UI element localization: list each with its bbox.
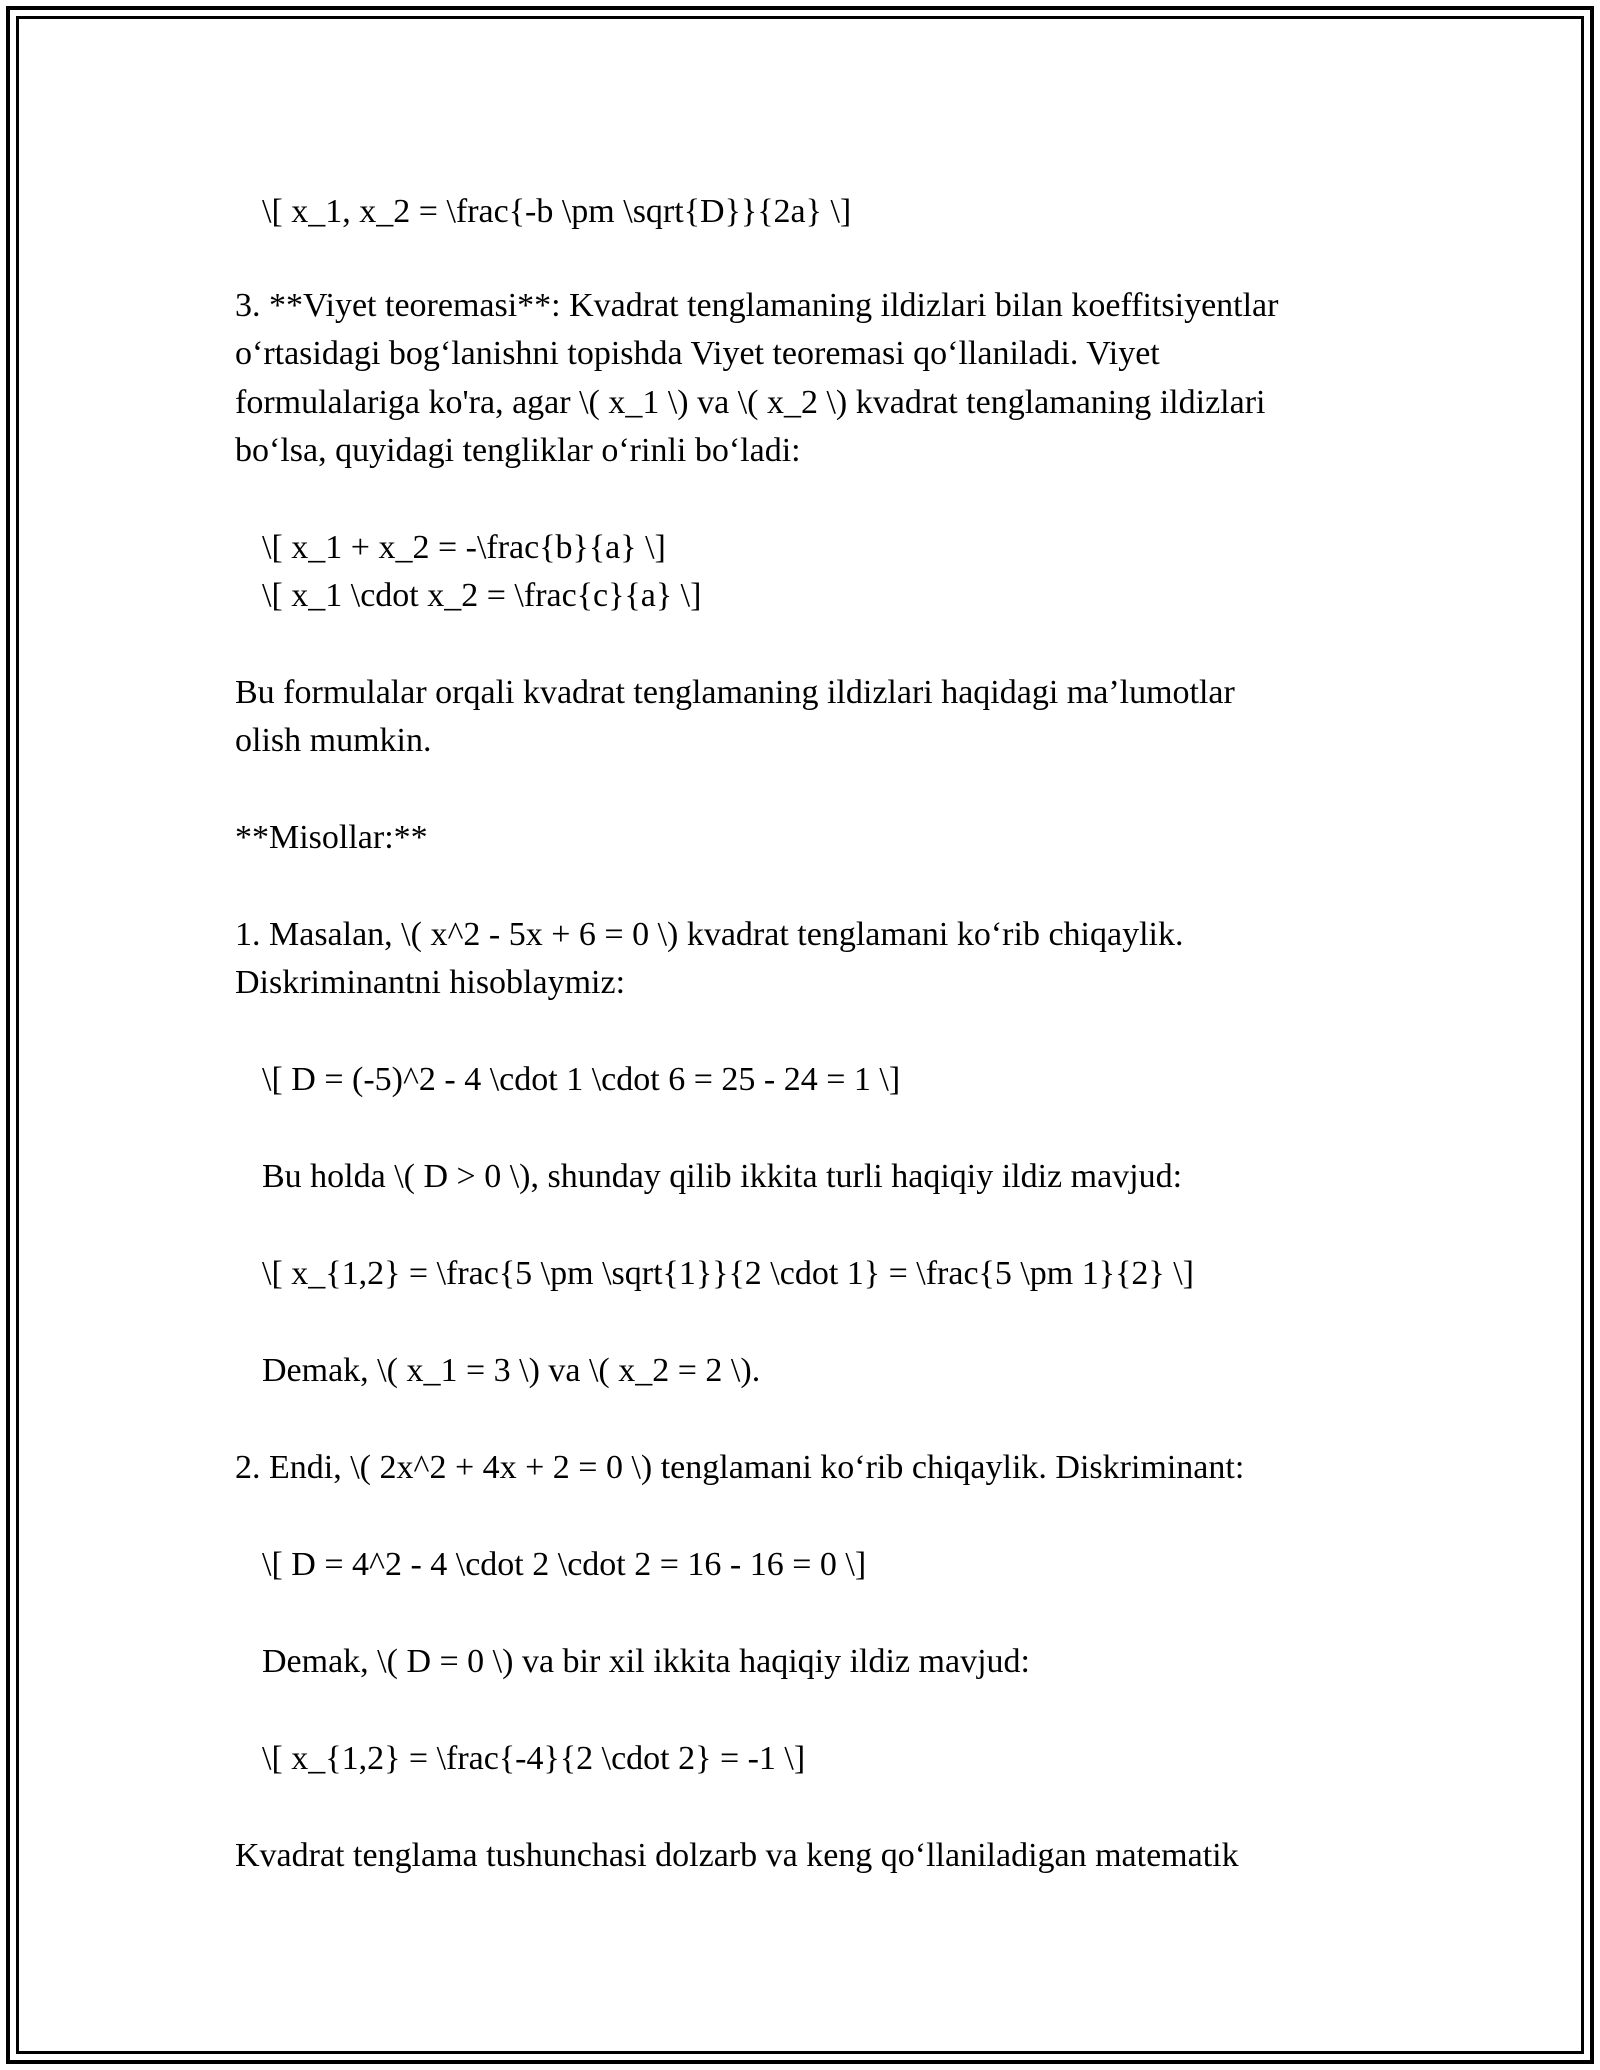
paragraph-summary-line-2: olish mumkin.	[235, 722, 432, 759]
paragraph-viyet-line-2: o‘rtasidagi bog‘lanishni topishda Viyet teoremasi qo‘llaniladi. Viyet	[235, 335, 1160, 372]
example-1-case-text: Bu holda \( D > 0 \), shunday qilib ikkita turli haqiqiy ildiz mavjud:	[262, 1158, 1183, 1195]
formula-example-2-root: \[ x_{1,2} = \frac{-4}{2 \cdot 2} = -1 \]	[262, 1740, 806, 1777]
example-1-line-2: Diskriminantni hisoblaymiz:	[235, 964, 626, 1001]
heading-examples: **Misollar:**	[235, 819, 428, 856]
formula-example-2-discriminant: \[ D = 4^2 - 4 \cdot 2 \cdot 2 = 16 - 16 = 0 \]	[262, 1546, 867, 1583]
formula-example-1-roots: \[ x_{1,2} = \frac{5 \pm \sqrt{1}}{2 \cdot 1} = \frac{5 \pm 1}{2} \]	[262, 1255, 1194, 1292]
paragraph-viyet-line-4: bo‘lsa, quyidagi tengliklar o‘rinli bo‘ladi:	[235, 432, 801, 469]
example-2-case-text: Demak, \( D = 0 \) va bir xil ikkita haqiqiy ildiz mavjud:	[262, 1643, 1030, 1680]
formula-viyet-sum: \[ x_1 + x_2 = -\frac{b}{a} \]	[262, 529, 666, 566]
example-1-line-1: 1. Masalan, \( x^2 - 5x + 6 = 0 \) kvadrat tenglamani ko‘rib chiqaylik.	[235, 916, 1184, 953]
paragraph-viyet-line-3: formulalariga ko'ra, agar \( x_1 \) va \( x_2 \) kvadrat tenglamaning ildizlari	[235, 384, 1266, 421]
example-1-result: Demak, \( x_1 = 3 \) va \( x_2 = 2 \).	[262, 1352, 761, 1389]
paragraph-conclusion-line-1: Kvadrat tenglama tushunchasi dolzarb va keng qo‘llaniladigan matematik	[235, 1837, 1239, 1874]
formula-quadratic-roots: \[ x_1, x_2 = \frac{-b \pm \sqrt{D}}{2a} \]	[262, 193, 852, 230]
example-2-intro: 2. Endi, \( 2x^2 + 4x + 2 = 0 \) tenglamani ko‘rib chiqaylik. Diskriminant:	[235, 1449, 1245, 1486]
paragraph-viyet-line-1: 3. **Viyet teoremasi**: Kvadrat tenglamaning ildizlari bilan koeffitsiyentlar	[235, 287, 1279, 324]
paragraph-summary-line-1: Bu formulalar orqali kvadrat tenglamaning ildizlari haqidagi ma’lumotlar	[235, 674, 1235, 711]
formula-viyet-product: \[ x_1 \cdot x_2 = \frac{c}{a} \]	[262, 577, 702, 614]
formula-example-1-discriminant: \[ D = (-5)^2 - 4 \cdot 1 \cdot 6 = 25 - 24 = 1 \]	[262, 1061, 901, 1098]
